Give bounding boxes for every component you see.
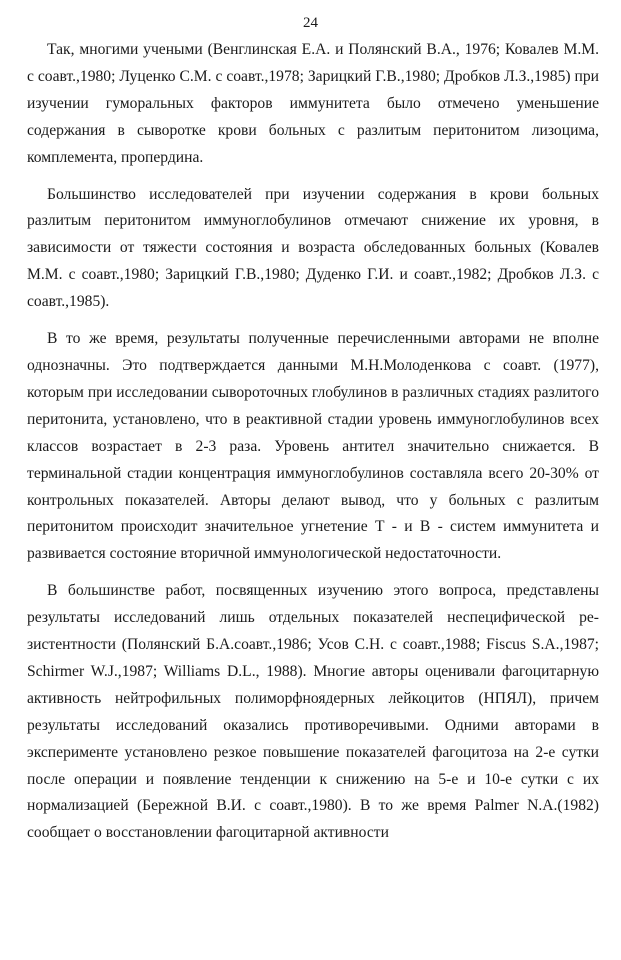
paragraph-humoral-factors: Так, многими учеными (Венглинская Е.А. и Полянский В.А., 1976; Ковалев М.М. с соавт.,1980; Луценко С.М. с соавт.,1978; Зарицкий Г.В.,1980; Дробков Л.З.,1985) при изучении гуморальных факторов иммунитета было отмечено уменьшение содержания в сыворотке крови больных с разлитым перитонитом лизоцима, комплемента, пропердина. bbox=[27, 41, 599, 166]
paragraph-nonspecific-resistance: В большинстве работ, посвященных изучению этого вопроса, представлены результаты исследований лишь отдельных показателей неспецифической резистентности (Полянский Б.А.соавт.,1986; Усов С.Н. с соавт.,1988; Fiscus S.A.,1987; Schirmer W.J.,1987; Williams D.L., 1988). Многие авторы оценивали фагоцитарную активность нейтрофильных полиморфноядерных лейкоцитов (НПЯЛ), причем результаты исследований оказались противоречивыми. Одними авторами в эксперименте установлено резкое повышение показателей фагоцитоза на 2-е сутки после операции и появление тенденции к снижению на 5-е и 10-е сутки с их нормализацией (Бережной В.И. с соавт.,1980). В то же время Palmer N.A.(1982) сообщает о восстановлении фагоцитарной активности bbox=[27, 582, 599, 842]
paragraph-immunoglobulins: Большинство исследователей при изучении содержания в крови больных разлитым перитонитом иммуноглобулинов отмечают снижение их уровня, в зависимости от тяжести состояния и возраста обследованных больных (Ковалев М.М. с соавт.,1980; Зарицкий Г.В.,1980; Дуденко Г.И. и соавт.,1982; Дробков Л.З. с соавт.,1985). bbox=[27, 185, 599, 311]
page-number: 24 bbox=[303, 15, 318, 31]
paragraph-molodenkov-data: В то же время, результаты полученные перечисленными авторами не вполне однозначны. Это подтверждается данными М.Н.Молоденкова с соавт. (1977), которым при исследовании сывороточных глобулинов в различных стадиях разлитого перитонита, установлено, что в реактивной стадии уровень иммуноглобулинов всех классов возрастает в 2-3 раза. Уровень антител значительно снижается. В терминальной стадии концентрация иммуноглобулинов составляла всего 20-30% от контрольных показателей. Авторы делают вывод, что у больных с разлитым перитонитом происходит значительное угнетение Т - и В - систем иммунитета и развивается состояние вторичной иммунологической недостаточности. bbox=[27, 330, 599, 563]
text-body bbox=[27, 37, 599, 855]
